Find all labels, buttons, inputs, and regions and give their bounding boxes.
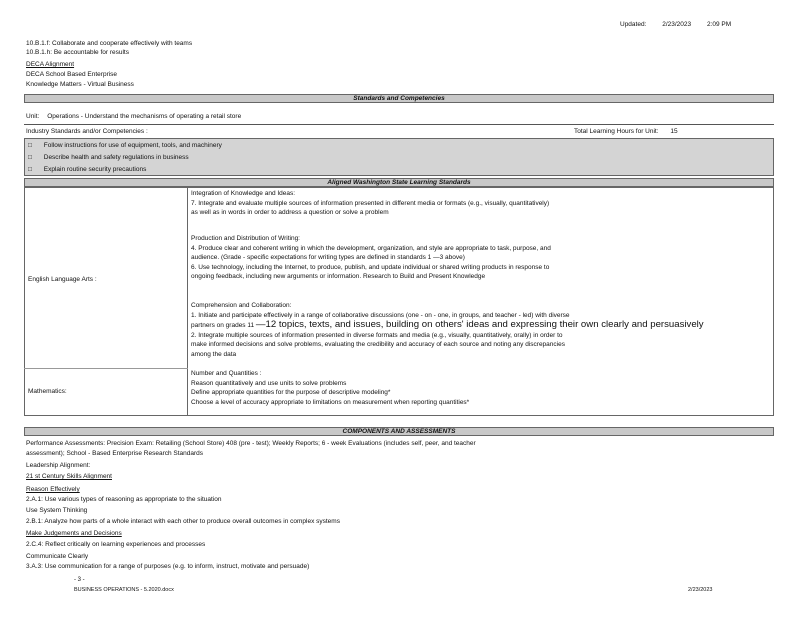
updated-label: Updated: bbox=[620, 21, 647, 28]
ela-comprehension bbox=[191, 301, 704, 360]
standard-line-with-big-text bbox=[191, 320, 704, 331]
updated-time: 2:09 PM bbox=[706, 21, 732, 28]
footer-filename: BUSINESS OPERATIONS - 5.2020.docx bbox=[74, 587, 174, 593]
skill-line-6: 2.C.4: Reflect critically on learning experiences and processes bbox=[26, 541, 206, 548]
standard-line: make informed decisions and solve problems, evaluating the credibility and accuracy of each source and noting any discrepancies bbox=[191, 341, 565, 349]
skill-line-5: Make Judgements and Decisions bbox=[26, 530, 122, 537]
standards-bar: Standards and Competencies bbox=[24, 94, 774, 103]
top-line-1: 10.B.1.f: Collaborate and cooperate effectively with teams bbox=[26, 40, 193, 47]
checkbox-icon: □ bbox=[28, 142, 32, 149]
updated-date: 2/23/2023 bbox=[662, 21, 692, 28]
industry-label: Industry Standards and/or Competencies : bbox=[26, 128, 148, 135]
industry-item-text: Describe health and safety regulations in business bbox=[43, 154, 189, 161]
skill-line-7: Communicate Clearly bbox=[26, 553, 89, 560]
checkbox-icon: □ bbox=[28, 154, 32, 161]
standard-line: 2. Integrate multiple sources of information presented in diverse formats and media (e.g., visually, quantitatively, orally) in order to bbox=[191, 331, 563, 339]
unit-line bbox=[26, 113, 241, 121]
total-hours-value: 15 bbox=[670, 128, 678, 135]
divider bbox=[24, 124, 774, 125]
total-hours-label: Total Learning Hours for Unit: bbox=[574, 128, 659, 135]
column-divider bbox=[187, 187, 188, 416]
skill-line-8: 3.A.3: Use communication for a range of purposes (e.g. to inform, instruct, motivate and persuade) bbox=[26, 563, 310, 570]
standard-line: Reason quantitatively and use units to solve problems bbox=[191, 379, 347, 387]
standard-line: as well as in words in order to address a question or solve a problem bbox=[191, 209, 389, 217]
row-divider bbox=[24, 368, 188, 369]
aligned-standards-bar: Aligned Washington State Learning Standards bbox=[24, 178, 774, 187]
ela-production bbox=[191, 234, 551, 282]
skill-line-4: 2.B.1: Analyze how parts of a whole interact with each other to produce overall outcomes in complex systems bbox=[26, 518, 340, 525]
skill-line-1: Reason Effectively bbox=[26, 486, 80, 493]
standard-line: 1. Initiate and participate effectively in a range of collaborative discussions (one - on - one, in groups, and teacher - led) with diverse bbox=[191, 311, 570, 319]
ela-label: English Language Arts : bbox=[28, 276, 97, 283]
standard-line: partners on grades 11 bbox=[191, 322, 256, 330]
updated-stamp bbox=[620, 21, 731, 29]
unit-text: Operations - Understand the mechanisms of operating a retail store bbox=[47, 113, 242, 120]
footer-date: 2/23/2023 bbox=[688, 587, 713, 593]
checkbox-icon: □ bbox=[28, 166, 32, 173]
math-label: Mathematics: bbox=[28, 388, 67, 395]
industry-item-1 bbox=[28, 142, 222, 150]
industry-item-text: Follow instructions for use of equipment, tools, and machinery bbox=[43, 142, 222, 149]
standard-line: 6. Use technology, including the Internet, to produce, publish, and update individual or shared writing products in response to bbox=[191, 263, 550, 271]
unit-label: Unit: bbox=[26, 113, 40, 120]
standard-line: 4. Produce clear and coherent writing in which the development, organization, and style are appropriate to task, purpose, and bbox=[191, 244, 551, 252]
big-text: —12 topics, texts, and issues, building on others' ideas and expressing their own clearly and persuasively bbox=[255, 319, 704, 331]
ela-integration bbox=[191, 189, 549, 218]
century-skills-title: 21 st Century Skills Alignment bbox=[26, 473, 112, 480]
skill-line-2: 2.A.1: Use various types of reasoning as appropriate to the situation bbox=[26, 496, 222, 503]
industry-item-2 bbox=[28, 154, 189, 162]
deca-title: DECA Alignment bbox=[26, 61, 75, 68]
components-bar: COMPONENTS AND ASSESSMENTS bbox=[24, 427, 774, 436]
industry-item-3 bbox=[28, 166, 146, 174]
deca-line-2: Knowledge Matters - Virtual Business bbox=[26, 81, 134, 88]
skill-line-3: Use System Thinking bbox=[26, 507, 88, 514]
industry-item-text: Explain routine security precautions bbox=[43, 166, 147, 173]
standard-line: ongoing feedback, including new arguments or information. Research to Build and Present Knowledge bbox=[191, 273, 486, 281]
standard-line: Choose a level of accuracy appropriate to limitations on measurement when reporting quantities* bbox=[191, 398, 470, 406]
section-title: Production and Distribution of Writing: bbox=[191, 235, 300, 242]
section-title: Comprehension and Collaboration: bbox=[191, 302, 292, 309]
deca-line-1: DECA School Based Enterprise bbox=[26, 71, 118, 78]
standard-line: 7. Integrate and evaluate multiple sources of information presented in different media or formats (e.g., visually, quantitatively) bbox=[191, 199, 550, 207]
assessments-line-1: Performance Assessments: Precision Exam: Retailing (School Store) 408 (pre - test); Weekly Reports; 6 - week Evaluations (includes self, peer, and teacher bbox=[26, 440, 476, 447]
standard-line: Define appropriate quantities for the purpose of descriptive modeling* bbox=[191, 389, 391, 397]
top-line-2: 10.B.1.h: Be accountable for results bbox=[26, 49, 129, 56]
section-title: Integration of Knowledge and Ideas: bbox=[191, 190, 296, 197]
standard-line: audience. (Grade - specific expectations for writing types are defined in standards 1 —3 above) bbox=[191, 254, 465, 262]
total-hours bbox=[574, 128, 678, 136]
page-number: - 3 - bbox=[74, 577, 85, 583]
leadership-title: Leadership Alignment: bbox=[26, 462, 91, 469]
section-title: Number and Quantities : bbox=[191, 370, 262, 377]
standard-line: among the data bbox=[191, 350, 237, 358]
assessments-line-2: assessment); School - Based Enterprise Research Standards bbox=[26, 450, 204, 457]
math-standards bbox=[191, 369, 469, 407]
